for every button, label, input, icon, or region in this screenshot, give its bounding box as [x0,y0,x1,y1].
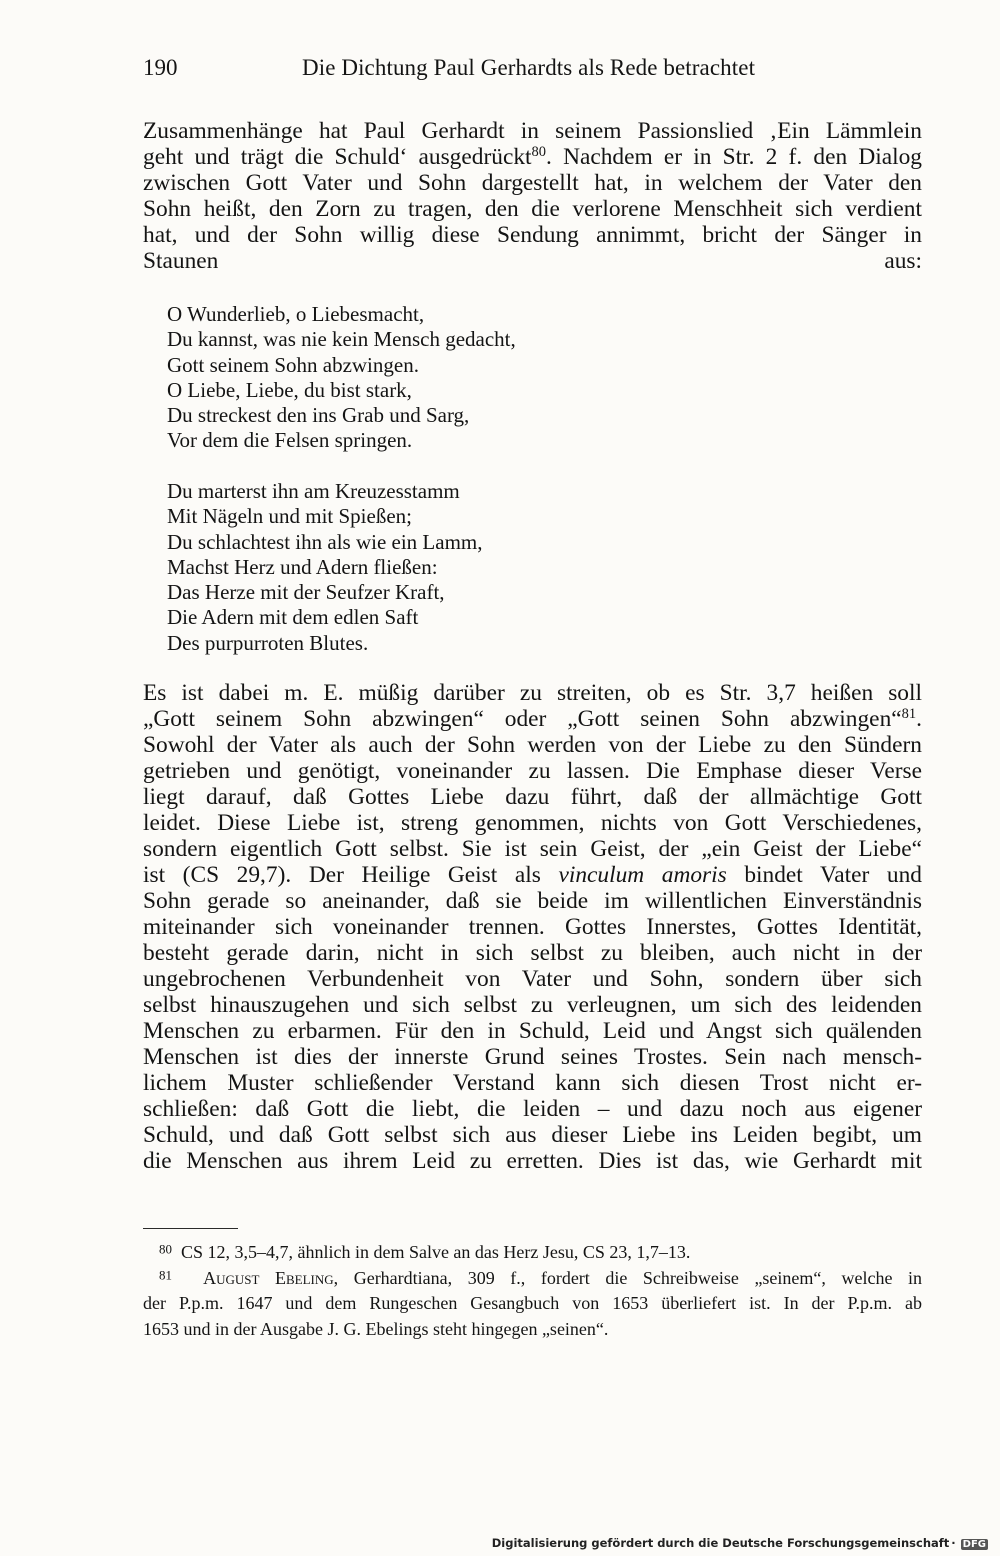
verse-line: Machst Herz und Adern fließen: [167,554,438,579]
verse-stanza-1 [167,302,516,454]
verse-line: Du schlachtest ihn als wie ein Lamm, [167,529,483,554]
text-line: Menschen ist dies der innerste Grund seines Trostes. Sein nach mensch- [143,1044,922,1070]
footnote-ref-80[interactable]: 80 [531,144,547,161]
text-line: Zusammenhänge hat Paul Gerhardt in seinem Passionslied ‚Ein Lämmlein [143,118,922,144]
text-line: besteht gerade darin, nicht in sich selbst zu bleiben, auch nicht in der [143,940,922,966]
verse-line: Mit Nägeln und mit Spießen; [167,504,412,529]
text-line: zwischen Gott Vater und Sohn dargestellt hat, in welchem der Vater den [143,170,922,196]
text-fragment: . [916,706,922,732]
footnote-80 [143,1240,922,1266]
running-head: Die Dichtung Paul Gerhardts als Rede betrachtet [302,55,756,80]
footnotes [143,1240,922,1342]
text-line: die Menschen aus ihrem Leid zu erretten. Dies ist das, wie Gerhardt mit [143,1148,922,1174]
text-line: Menschen zu erbarmen. Für den in Schuld, Leid und Angst sich quälenden [143,1018,922,1044]
verse-line: Vor dem die Felsen springen. [167,428,413,453]
footnote-mark: 81 [159,1266,172,1282]
text-fragment: . Nachdem er in Str. 2 f. den Dialog [546,144,922,170]
text-line: hat, und der Sohn willig diese Sendung annimmt, bricht der Sänger in [143,222,922,248]
verse-line: Die Adern mit dem edlen Saft [167,605,419,630]
footnote-81-line: 1653 und in der Ausgabe J. G. Ebelings steht hingegen „seinen“. [143,1318,609,1339]
text-line: Sohn heißt, den Zorn zu tragen, den die verlorene Menschheit sich verdient [143,196,922,222]
text-line: schließen: daß Gott die liebt, die leiden – und dazu noch aus eigener [143,1096,922,1122]
credit-separator: · [951,1536,956,1550]
page-number: 190 [143,55,178,80]
verse-line: Du streckest den ins Grab und Sarg, [167,403,470,428]
verse-line: O Liebe, Liebe, du bist stark, [167,377,412,402]
text-line: lichem Muster schließender Verstand kann sich diesen Trost nicht er- [143,1070,922,1096]
verse-line: Das Herze mit der Seufzer Kraft, [167,580,445,605]
text-line: leidet. Diese Liebe ist, streng genommen, nichts von Gott Verschiedenes, [143,810,922,836]
text-fragment: „Gott seinem Sohn abzwingen“ oder „Gott seinen Sohn abzwingen“ [143,706,902,732]
footnote-author: August Ebeling [203,1267,334,1288]
credit-text: Digitalisierung gefördert durch die Deutsche Forschungsgemeinschaft [491,1536,950,1550]
text-line: Schuld, und daß Gott selbst sich aus dieser Liebe ins Leiden begibt, um [143,1122,922,1148]
text-line: Es ist dabei m. E. müßig darüber zu streiten, ob es Str. 3,7 heißen soll [143,680,922,706]
verse-stanza-2 [167,479,483,656]
text-line: ungebrochenen Verbundenheit von Vater und Sohn, sondern über sich [143,966,922,992]
paragraph-1 [143,118,922,274]
footnote-text: CS 12, 3,5–4,7, ähnlich in dem Salve an das Herz Jesu, CS 23, 1,7–13. [180,1242,691,1262]
verse-line: Du marterst ihn am Kreuzesstamm [167,479,460,503]
footnote-81-line: der P.p.m. 1647 und dem Rungeschen Gesangbuch von 1653 überliefert ist. In der P.p.m. ab [143,1293,922,1313]
footnote-ref-81[interactable]: 81 [901,706,917,723]
verse-line: Des purpurroten Blutes. [167,630,369,655]
verse-line: Gott seinem Sohn abzwingen. [167,352,419,377]
footnote-text: , Gerhardtiana, 309 f., fordert die Schreibweise „seinem“, welche in [333,1267,922,1288]
text-fragment: ist (CS 29,7). Der Heilige Geist als [143,862,559,888]
text-line: Sohn gerade so aneinander, daß sie beide im willentlichen Einverständnis [143,888,922,914]
text-line: miteinander sich voneinander trennen. Gottes Innerstes, Gottes Identität, [143,914,922,940]
digitization-credit [492,1536,988,1550]
text-line: getrieben und genötigt, voneinander zu lassen. Die Emphase dieser Verse [143,758,922,784]
text-line: Sowohl der Vater als auch der Sohn werden von der Liebe zu den Sündern [143,732,922,758]
text-line: sondern eigentlich Gott selbst. Sie ist sein Geist, der „ein Geist der Liebe“ [143,836,922,862]
dfg-logo: DFG [962,1539,986,1550]
footnote-81-line [143,1266,922,1292]
verse-line: O Wunderlieb, o Liebesmacht, [167,302,425,326]
text-line: selbst hinauszugehen und sich selbst zu verleugnen, um sich des leidenden [143,992,922,1018]
text-line [143,706,922,732]
footnote-rule [143,1228,238,1229]
footnote-mark: 80 [159,1241,172,1257]
text-fragment: geht und trägt die Schuld‘ ausgedrückt [143,144,532,170]
italic-term: vinculum amoris [558,862,727,888]
text-line: Staunen aus: [143,248,922,274]
paragraph-2 [143,680,922,1174]
text-line [143,862,922,888]
verse-line: Du kannst, was nie kein Mensch gedacht, [167,327,516,352]
text-line: liegt darauf, daß Gottes Liebe dazu führt, daß der allmächtige Gott [143,784,922,810]
text-line [143,144,922,170]
text-fragment: bindet Vater und [726,862,922,888]
